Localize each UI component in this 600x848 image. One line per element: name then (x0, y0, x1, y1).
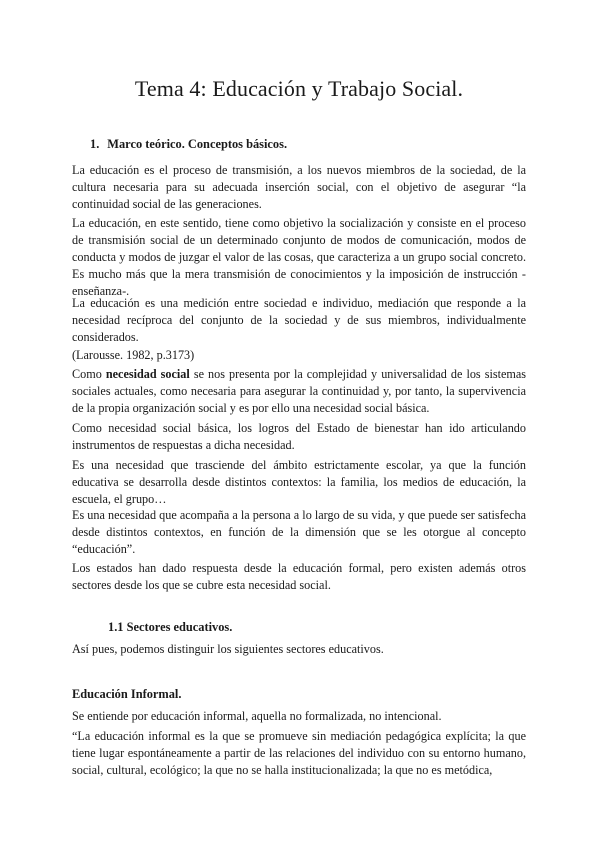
paragraph-necesidad-social (72, 366, 526, 417)
bold-term: necesidad social (105, 367, 190, 381)
paragraph: Los estados han dado respuesta desde la educación formal, pero existen además otros sectores desde los que se cubre esta necesidad social. (72, 561, 526, 592)
document-title: Tema 4: Educación y Trabajo Social. (134, 76, 464, 101)
paragraph: La educación es el proceso de transmisión, a los nuevos miembros de la sociedad, de la cultura necesaria para su adecuada inserción social, con el objetivo de asegurar “la continuidad social de las generaciones. (72, 163, 526, 211)
quote-paragraph: “La educación informal es la que se promueve sin mediación pedagógica explícita; la que tiene lugar espontáneamente a partir de las relaciones del individuo con su entorno humano, social, cultural, ecológico; la que no se halla institucionalizada; la que no es metódica, (72, 729, 526, 777)
paragraph: Es una necesidad que acompaña a la persona a lo largo de su vida, y que puede ser satisfecha desde distintos contextos, en función de la dimensión que se les otorgue al concepto “educación”. (72, 508, 526, 556)
section-heading-text: Marco teórico. Conceptos básicos. (107, 137, 288, 151)
paragraph: Así pues, podemos distinguir los siguientes sectores educativos. (72, 642, 384, 656)
paragraph: La educación es una medición entre sociedad e individuo, mediación que responde a la necesidad recíproca del conjunto de la sociedad y de sus miembros, individualmente considerados. (72, 296, 526, 344)
section-number: 1. (90, 137, 100, 151)
text-run: Como (72, 367, 106, 381)
subsection-heading: 1.1 Sectores educativos. (108, 620, 233, 634)
informal-heading: Educación Informal. (72, 687, 182, 701)
paragraph: La educación, en este sentido, tiene como objetivo la socialización y consiste en el proceso de transmisión social de un determinado conjunto de modos de comunicación, modos de conducta y modos de juzgar el valor de las cosas, que caracteriza a un grupo social concreto. Es mucho más que la mera transmisión de conocimientos y la imposición de instrucción -enseñanza-. (72, 216, 526, 298)
paragraph: Como necesidad social básica, los logros del Estado de bienestar han ido articulando instrumentos de respuestas a dicha necesidad. (72, 421, 526, 452)
section-heading-1 (90, 137, 287, 152)
paragraph: Es una necesidad que trasciende del ámbito estrictamente escolar, ya que la función educativa se desarrolla desde distintos contextos: la familia, los medios de educación, la escuela, el grupo… (72, 458, 526, 506)
citation: (Larousse. 1982, p.3173) (72, 348, 195, 362)
text-run: se nos presenta por la complejidad y universalidad de los sistemas sociales actuales, como necesaria para asegurar la continuidad y, por tanto, la supervivencia de la propia organización social y es por ello una necesidad social básica. (72, 367, 527, 415)
paragraph: Se entiende por educación informal, aquella no formalizada, no intencional. (72, 709, 442, 723)
